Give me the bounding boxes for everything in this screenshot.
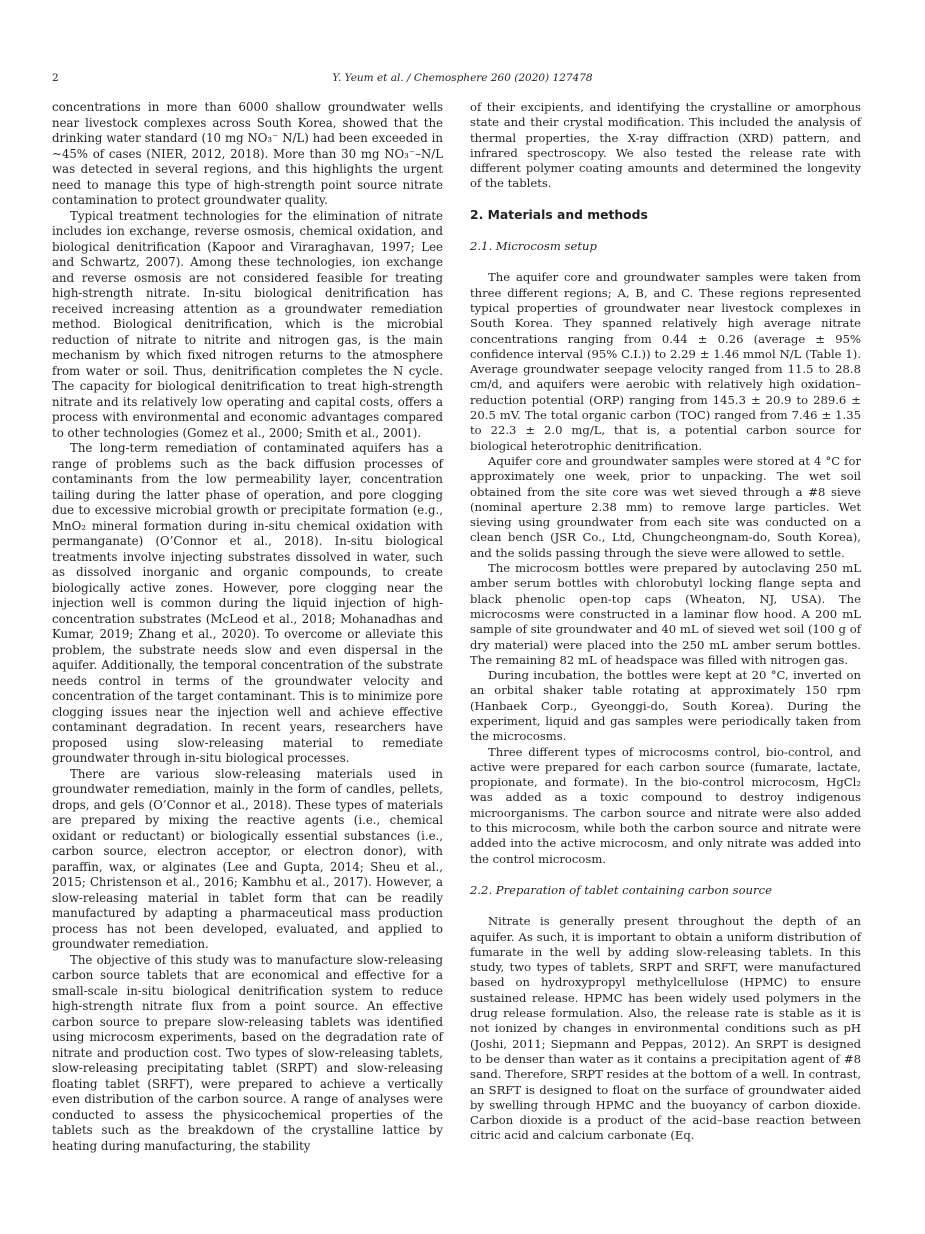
- right-paragraph-2: Aquifer core and groundwater samples were stored at 4 °C for approximately one week, prior to unpacking. The wet soil obtained from the site core was wet sieved through a #8 sieve (nominal aperture 2.38 mm) to remove large particles. Wet sieving using groundwater from each site was conducted on a clean bench (JSR Co., Ltd, Chungcheongnam-do, South Korea), and the solids passing through the sieve were allowed to settle.: [470, 453, 861, 560]
- right-column: [470, 100, 861, 1144]
- left-paragraph-2: Typical treatment technologies for the elimination of nitrate includes ion exchange, reverse osmosis, chemical oxidation, and biological denitrification (Kapoor and Viraraghavan, 1997; Lee and Schwartz, 2007). Among these technologies, ion exchange and reverse osmosis are not considered feasible for treating high-strength nitrate. In-situ biological denitrification has received increasing attention as a groundwater remediation method. Biological denitrification, which is the microbial reduction of nitrate to nitrite and nitrogen gas, is the main mechanism by which fixed nitrogen returns to the atmosphere from water or soil. Thus, denitrification completes the N cycle. The capacity for biological denitrification to treat high-strength nitrate and its relatively low operating and capital costs, offers a process with environmental and economic advantages compared to other technologies (Gomez et al., 2000; Smith et al., 2001).: [52, 208, 443, 440]
- subsection-heading-tablet-preparation: 2.2. Preparation of tablet containing carbon source: [470, 882, 772, 897]
- right-paragraph-5: Three different types of microcosms control, bio-control, and active were prepared for each carbon source (fumarate, lactate, propionate, and formate). In the bio-control microcosm, HgCl₂ was added as a toxic compound to destroy indigenous microorganisms. The carbon source and nitrate were also added to this microcosm, while both the carbon source and nitrate were added into the active microcosm, and only nitrate was added into the control microcosm.: [470, 744, 861, 866]
- right-paragraph-0: of their excipients, and identifying the crystalline or amorphous state and their crystal modification. This included the analysis of thermal properties, the X-ray diffraction (XRD) pattern, and infrared spectroscopy. We also tested the release rate with different polymer coating amounts and determined the longevity of the tablets.: [470, 100, 861, 191]
- right-paragraph-3: The microcosm bottles were prepared by autoclaving 250 mL amber serum bottles with chlorobutyl locking flange septa and black phenolic open-top caps (Wheaton, NJ, USA). The microcosms were constructed in a laminar flow hood. A 200 mL sample of site groundwater and 40 mL of sieved wet soil (100 g of dry material) were placed into the 250 mL amber serum bottles. The remaining 82 mL of headspace was filled with nitrogen gas.: [470, 561, 861, 667]
- left-column: [52, 100, 443, 1154]
- page-number: 2: [52, 72, 59, 84]
- section-heading-materials-methods: 2. Materials and methods: [470, 207, 648, 222]
- subsection-heading-microcosm-setup: 2.1. Microcosm setup: [470, 239, 597, 254]
- left-paragraph-4: There are various slow-releasing materials used in groundwater remediation, mainly in the form of candles, pellets, drops, and gels (O’Connor et al., 2018). These types of materials are prepared by mixing the reactive agents (i.e., chemical oxidant or reductant) or biologically essential substances (i.e., carbon source, electron acceptor, or electron donor), with paraffin, wax, or alginates (Lee and Gupta, 2014; Sheu et al., 2015; Christenson et al., 2016; Kambhu et al., 2017). However, a slow-releasing material in tablet form that can be readily manufactured by adapting a pharmaceutical mass production process has not been developed, evaluated, and applied to groundwater remediation.: [52, 766, 443, 951]
- left-paragraph-3: The long-term remediation of contaminated aquifers has a range of problems such as the back diffusion processes of contaminants from the low permeability layer, concentration tailing during the latter phase of operation, and pore clogging due to excessive microbial growth or precipitate formation (e.g., MnO₂ mineral formation during in-situ chemical oxidation with permanganate) (O’Connor et al., 2018). In-situ biological treatments involve injecting substrates dissolved in water, such as dissolved inorganic and organic compounds, to create biologically active zones. However, pore clogging near the injection well is common during the liquid injection of high-concentration substrates (McLeod et al., 2018; Mohanadhas and Kumar, 2019; Zhang et al., 2020). To overcome or alleviate this problem, the substrate needs slow and even dispersal in the aquifer. Additionally, the temporal concentration of the substrate needs control in terms of the groundwater velocity and concentration of the target contaminant. This is to minimize pore clogging issues near the injection well and achieve effective contaminant degradation. In recent years, researchers have proposed using slow-releasing material to remediate groundwater through in-situ biological processes.: [52, 441, 443, 765]
- right-paragraph-4: During incubation, the bottles were kept at 20 °C, inverted on an orbital shaker table rotating at approximately 150 rpm (Hanbaek Corp., Gyeonggi-do, South Korea). During the experiment, liquid and gas samples were periodically taken from the microcosms.: [470, 668, 861, 744]
- left-paragraph-5: The objective of this study was to manufacture slow-releasing carbon source tablets that are economical and effective for a small-scale in-situ biological denitrification system to reduce high-strength nitrate flux from a point source. An effective carbon source to prepare slow-releasing tablets was identified using microcosm experiments, based on the degradation rate of nitrate and production cost. Two types of slow-releasing tablets, slow-releasing precipitating tablet (SRPT) and slow-releasing floating tablet (SRFT), were prepared to achieve a vertically even distribution of the carbon source. A range of analyses were conducted to assess the physicochemical properties of the tablets such as the breakdown of the crystalline lattice by heating during manufacturing, the stability: [52, 952, 443, 1153]
- right-paragraph-1: The aquifer core and groundwater samples were taken from three different regions; A, B, and C. These regions represented typical properties of groundwater near livestock complexes in South Korea. They spanned relatively high average nitrate concentrations ranging from 0.44 ± 0.26 (average ± 95% confidence interval (95% C.I.)) to 2.29 ± 1.46 mmol N/L (Table 1). Average groundwater seepage velocity ranged from 11.5 to 28.8 cm/d, and aquifers were aerobic with relatively high oxidation–reduction potential (ORP) ranging from 145.3 ± 20.9 to 289.6 ± 20.5 mV. The total organic carbon (TOC) ranged from 7.46 ± 1.35 to 22.3 ± 2.0 mg/L, that is, a potential carbon source for biological heterotrophic denitrification.: [470, 270, 861, 453]
- left-paragraph-1: concentrations in more than 6000 shallow groundwater wells near livestock complexes across South Korea, showed that the drinking water standard (10 mg NO₃⁻ N/L) had been exceeded in ~45% of cases (NIER, 2012, 2018). More than 30 mg NO₃⁻–N/L was detected in several regions, and this highlights the urgent need to manage this type of high-strength point source nitrate contamination to protect groundwater quality.: [52, 100, 443, 207]
- running-title: Y. Yeum et al. / Chemosphere 260 (2020) 127478: [332, 72, 593, 84]
- right-paragraph-6: Nitrate is generally present throughout the depth of an aquifer. As such, it is important to obtain a uniform distribution of fumarate in the well by adding slow-releasing tablets. In this study, two types of tablets, SRPT and SRFT, were manufactured based on hydroxypropyl methylcellulose (HPMC) to ensure sustained release. HPMC has been widely used polymers in the drug release formulation. Also, the release rate is stable as it is not ionized by changes in environmental conditions such as pH (Joshi, 2011; Siepmann and Peppas, 2012). An SRPT is designed to be denser than water as it contains a precipitation agent of #8 sand. Therefore, SRPT resides at the bottom of a well. In contrast, an SRFT is designed to float on the surface of groundwater aided by swelling through HPMC and the buoyancy of carbon dioxide. Carbon dioxide is a product of the acid–base reaction between citric acid and calcium carbonate (Eq.: [470, 914, 862, 1143]
